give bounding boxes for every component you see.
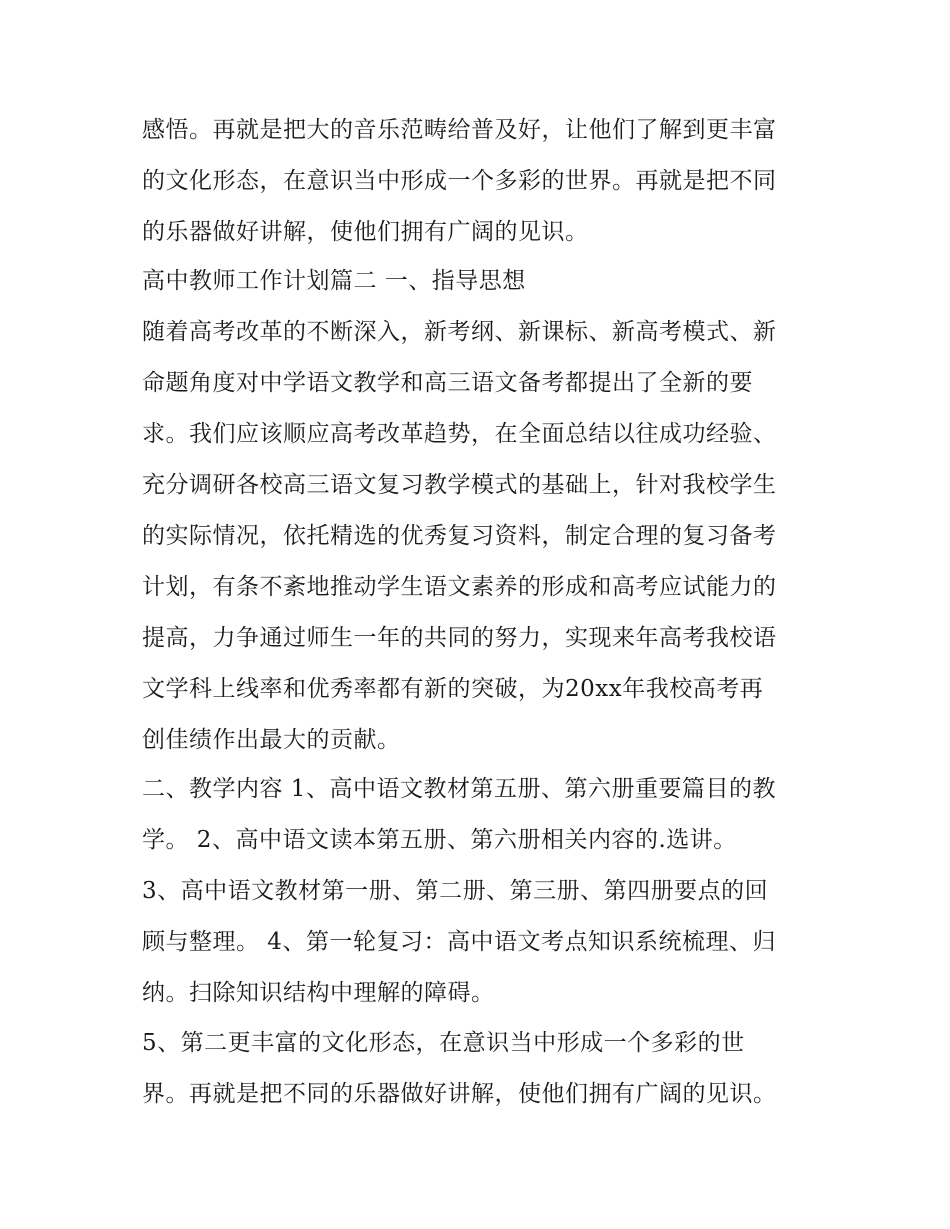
text-line: 界。再就是把不同的乐器做好讲解，使他们拥有广阔的见识。: [142, 1081, 777, 1107]
text-line: 充分调研各校高三语文复习教学模式的基础上，针对我校学生: [142, 472, 777, 498]
text-line: 3、高中语文教材第一册、第二册、第三册、第四册要点的回: [142, 878, 769, 904]
text-line: 求。我们应该顺应高考改革趋势，在全面总结以往成功经验、: [142, 421, 777, 447]
text-line: 随着高考改革的不断深入，新考纲、新课标、新高考模式、新: [142, 319, 777, 345]
text-line: 创佳绩作出最大的贡献。: [142, 727, 401, 753]
text-line: 纳。扫除知识结构中理解的障碍。: [142, 980, 495, 1006]
text-line: 二、教学内容 1、高中语文教材第五册、第六册重要篇目的教: [142, 776, 776, 802]
text-line: 的实际情况，依托精选的优秀复习资料，制定合理的复习备考: [142, 523, 777, 549]
text-line: 提高，力争通过师生一年的共同的努力，实现来年高考我校语: [142, 625, 777, 651]
text-line: 的乐器做好讲解，使他们拥有广阔的见识。: [142, 219, 589, 245]
section-heading: 高中教师工作计划篇二 一、指导思想: [142, 268, 526, 294]
text-line: 顾与整理。 4、第一轮复习：高中语文考点知识系统梳理、归: [142, 929, 776, 955]
text-line: 计划，有条不紊地推动学生语文素养的形成和高考应试能力的: [142, 574, 777, 600]
text-line: 5、第二更丰富的文化形态，在意识当中形成一个多彩的世: [142, 1030, 745, 1056]
text-line: 学。 2、高中语文读本第五册、第六册相关内容的.选讲。: [142, 827, 737, 853]
text-line: 感悟。再就是把大的音乐范畴给普及好，让他们了解到更丰富: [142, 117, 777, 143]
text-line: 的文化形态，在意识当中形成一个多彩的世界。再就是把不同: [142, 168, 777, 194]
text-line: 命题角度对中学语文教学和高三语文备考都提出了全新的要: [142, 370, 753, 396]
text-line: 文学科上线率和优秀率都有新的突破，为20xx年我校高考再: [142, 676, 764, 702]
